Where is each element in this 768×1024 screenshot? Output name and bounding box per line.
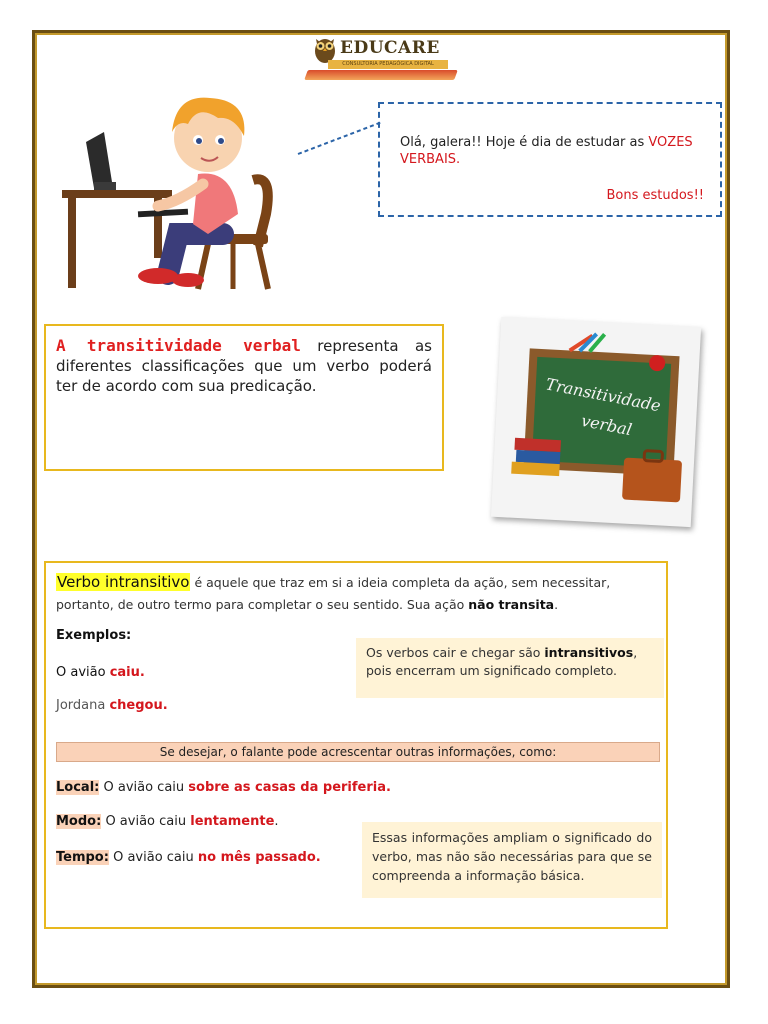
transitividade-definition <box>56 336 432 396</box>
modo-row <box>56 814 279 829</box>
note-intransitivos <box>356 638 664 698</box>
tempo-prefix: O avião caiu <box>108 850 198 865</box>
modo-suffix: . <box>274 814 279 829</box>
definition-bold: não transita <box>468 597 555 612</box>
speech-connector <box>296 118 386 158</box>
definition-end: . <box>554 597 559 612</box>
note1-suffix: , pois encerram um significado completo. <box>366 645 638 678</box>
example-2-verb: chegou. <box>109 698 168 713</box>
tempo-row <box>56 850 321 865</box>
example-1 <box>56 665 145 680</box>
example-2 <box>56 698 168 713</box>
note1-prefix: Os verbos cair e chegar são <box>366 645 545 660</box>
local-prefix: O avião caiu <box>99 780 189 795</box>
tempo-label: Tempo: <box>56 850 109 865</box>
local-value: sobre as casas da periferia. <box>188 780 391 795</box>
bubble-closing: Bons estudos!! <box>606 188 704 203</box>
local-label: Local: <box>56 780 100 795</box>
local-row <box>56 780 391 795</box>
modo-label: Modo: <box>56 814 102 829</box>
tempo-value: no mês passado. <box>197 850 321 865</box>
transitividade-text: representa as diferentes classificações que um verbo poderá ter de acordo com sua predicação. <box>56 337 432 395</box>
logo-name: EDUCARE <box>340 38 440 58</box>
verbo-intransitivo-box <box>44 561 668 929</box>
note-informacoes: Essas informações ampliam o significado do verbo, mas não são necessárias para que se compreenda a informação básica. <box>362 822 662 898</box>
example-1-verb: caiu. <box>109 665 145 680</box>
modo-prefix: O avião caiu <box>101 814 191 829</box>
chalkboard-illustration <box>491 317 701 527</box>
logo-book-decoration <box>304 70 458 80</box>
example-1-prefix: O avião <box>56 665 110 680</box>
info-banner: Se desejar, o falante pode acrescentar outras informações, como: <box>56 742 660 762</box>
greeting-highlight: VOZES VERBAIS. <box>400 135 693 167</box>
example-2-prefix: Jordana <box>56 698 110 713</box>
modo-value: lentamente <box>190 814 275 829</box>
greeting-text: Olá, galera!! Hoje é dia de estudar as <box>400 135 649 150</box>
speech-bubble <box>378 102 722 217</box>
bubble-greeting <box>400 134 710 168</box>
educare-logo <box>306 34 456 86</box>
transitividade-definition-box <box>44 324 444 471</box>
boy-at-computer-illustration <box>58 84 298 294</box>
definition-text: é aquele que traz em si a ideia completa da ação, sem necessitar, portanto, de outro termo para completar o seu sentido. Sua ação <box>56 575 611 612</box>
chalkboard-image <box>491 317 701 527</box>
note1-bold: intransitivos <box>544 645 634 660</box>
transitividade-lead: A transitividade verbal <box>56 336 301 355</box>
verbo-intransitivo-definition <box>56 571 656 616</box>
verbo-intransitivo-term: Verbo intransitivo <box>57 573 190 591</box>
examples-title: Exemplos: <box>56 628 132 643</box>
board-line2: verbal <box>579 410 634 440</box>
logo-tagline: CONSULTORIA PEDAGÓGICA DIGITAL <box>328 60 448 69</box>
board-line1: Transitividade <box>544 374 663 416</box>
